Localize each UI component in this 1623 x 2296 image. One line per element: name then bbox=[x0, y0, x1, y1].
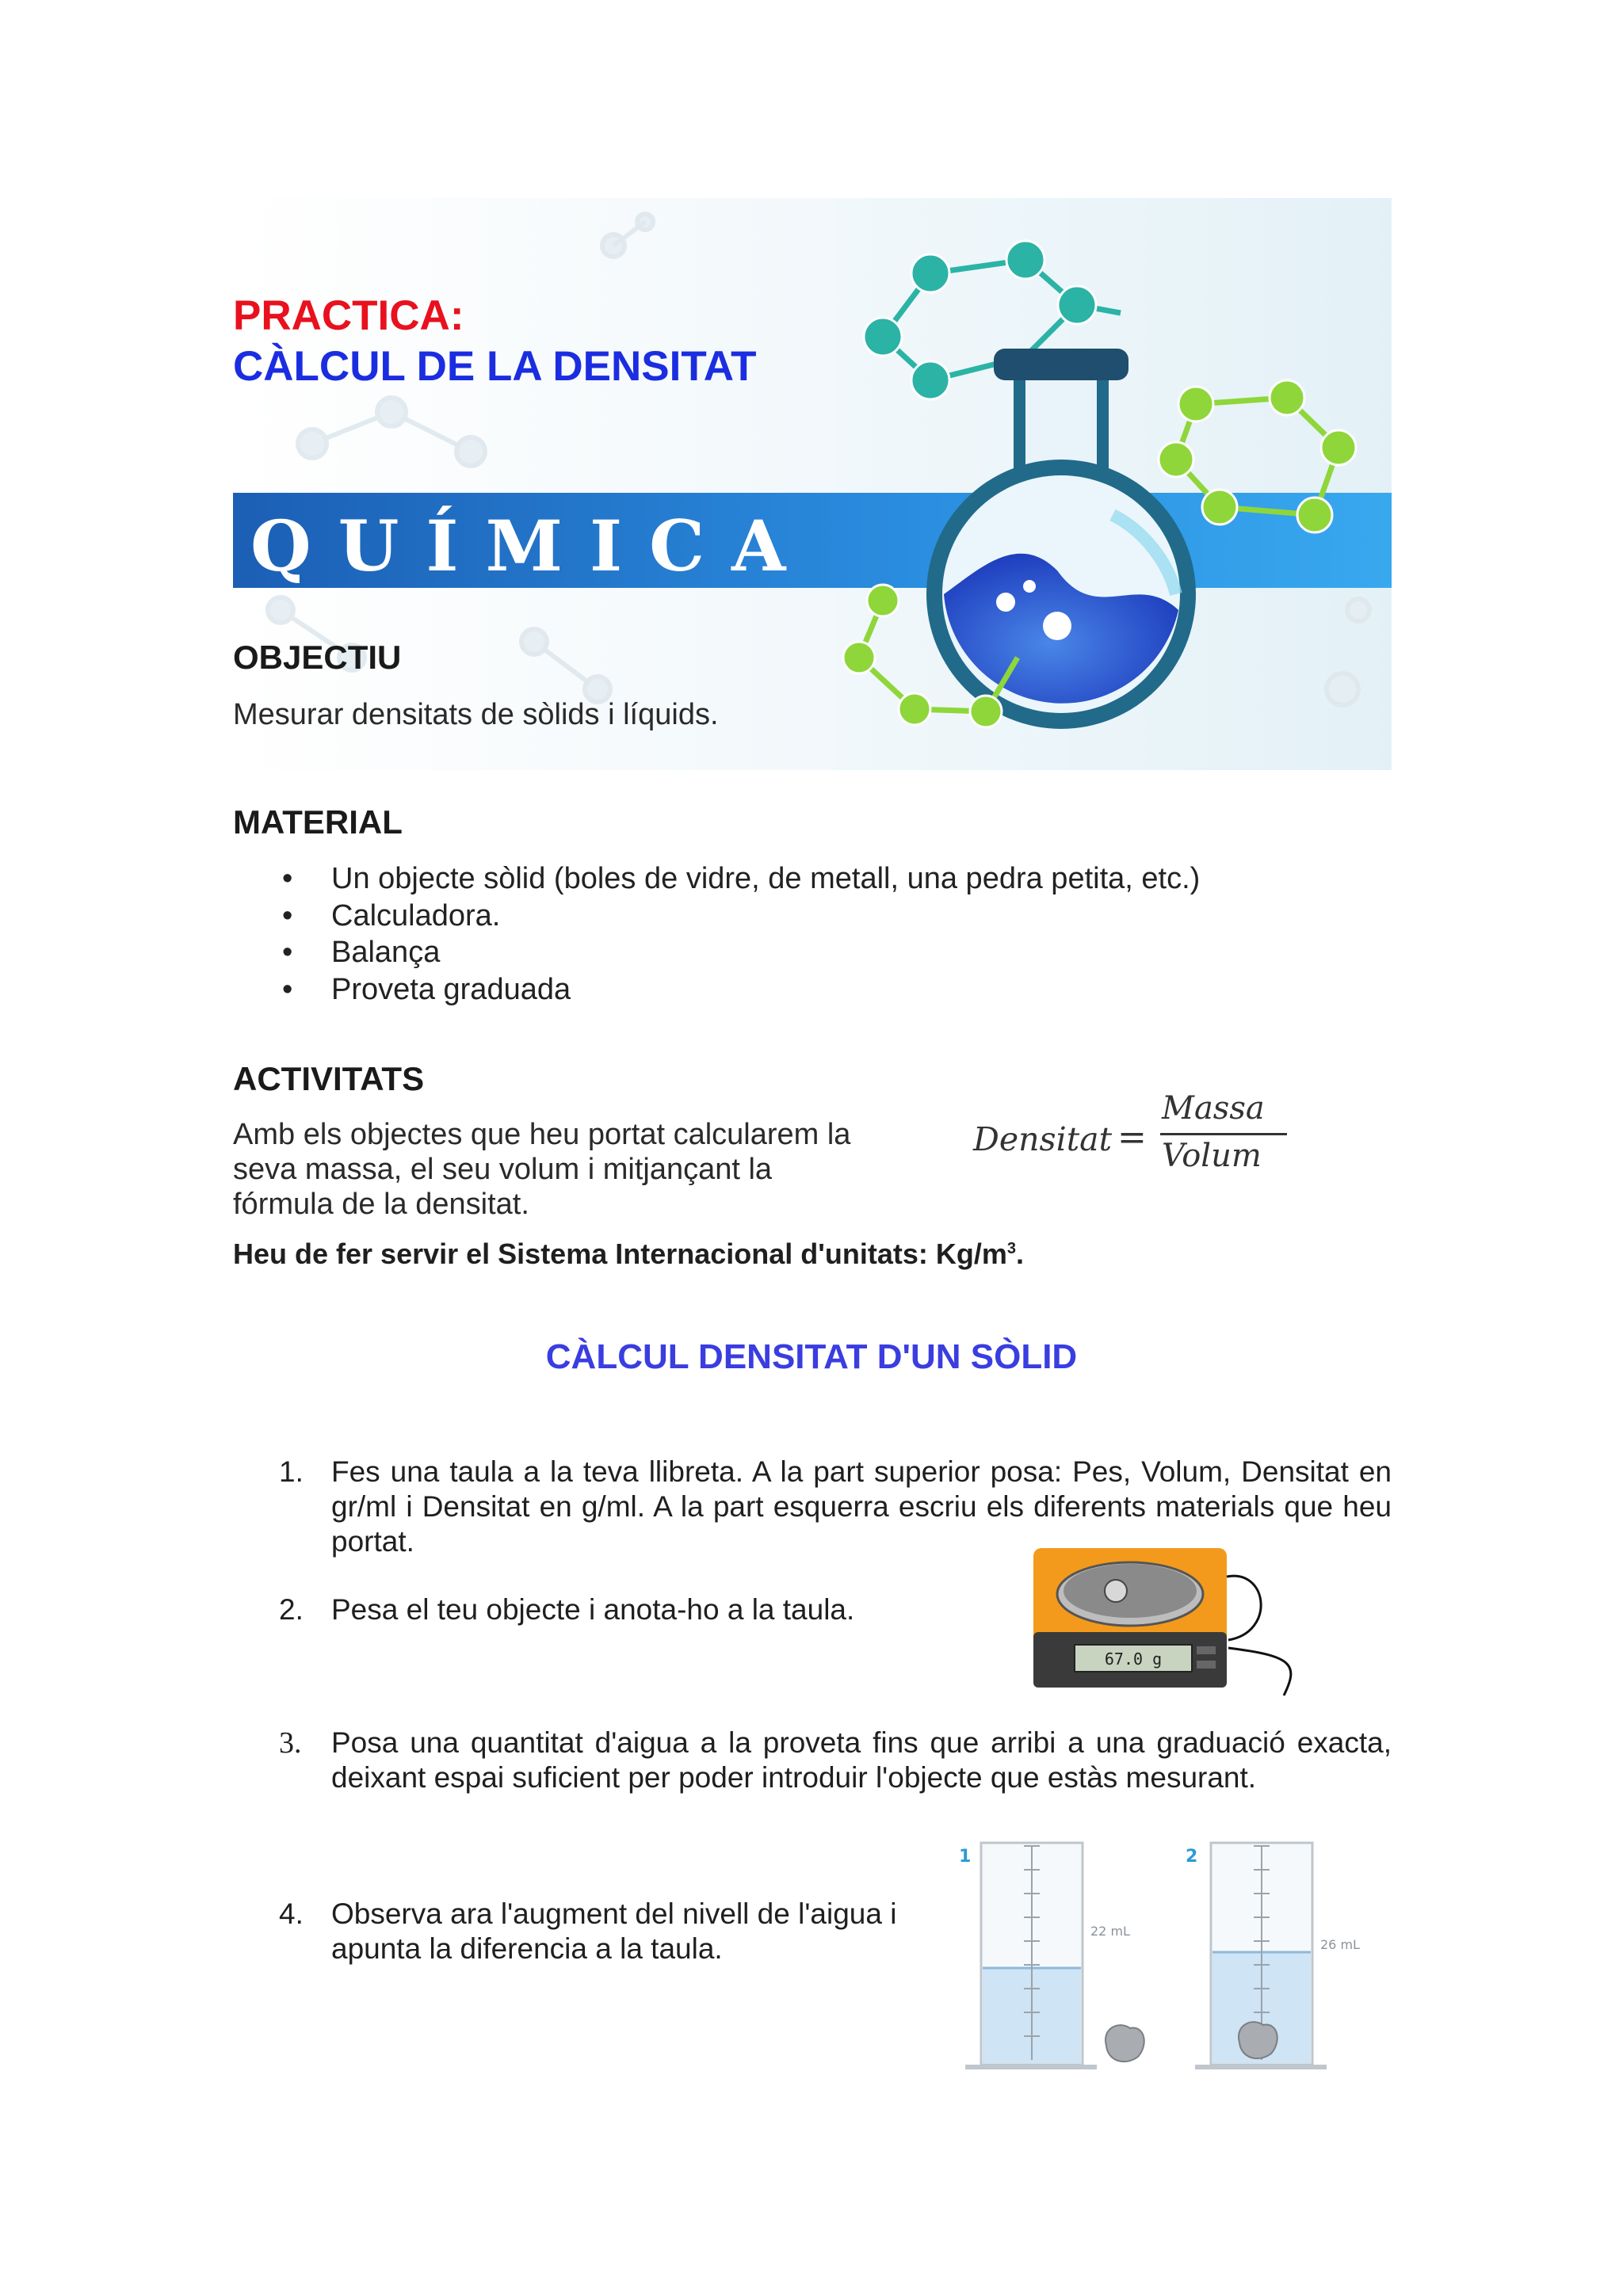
scale-display: 67.0 g bbox=[1104, 1650, 1163, 1669]
volume-reading: 22 mL bbox=[1090, 1924, 1130, 1939]
step-number: 4. bbox=[279, 1897, 304, 1930]
formula-equals: = bbox=[1117, 1117, 1147, 1158]
si-note-text: Heu de fer servir el Sistema Internacional d'unitats: Kg/m bbox=[233, 1238, 1007, 1270]
formula-fraction-bar bbox=[1160, 1133, 1287, 1135]
page-title: CÀLCUL DE LA DENSITAT bbox=[233, 343, 757, 390]
objectiu-heading: OBJECTIU bbox=[233, 639, 402, 676]
volume-reading: 26 mL bbox=[1320, 1937, 1360, 1952]
graduated-cylinders-image bbox=[951, 1830, 1360, 2084]
list-item: • Un objecte sòlid (boles de vidre, de metall, una pedra petita, etc.) bbox=[282, 860, 1200, 898]
panel-label: 1 bbox=[959, 1847, 972, 1867]
panel-label: 2 bbox=[1186, 1847, 1198, 1867]
scale-image bbox=[1030, 1545, 1316, 1695]
step-text: Observa ara l'augment del nivell de l'aigua i apunta la diferencia a la taula. bbox=[331, 1897, 897, 1965]
material-heading: MATERIAL bbox=[233, 803, 403, 841]
formula-lhs: Densitat bbox=[973, 1120, 1113, 1158]
formula-numerator: Massa bbox=[1162, 1090, 1265, 1127]
si-note-end: . bbox=[1015, 1238, 1024, 1270]
list-item: • Balança bbox=[282, 934, 1200, 971]
list-item: • Proveta graduada bbox=[282, 971, 1200, 1009]
material-list bbox=[282, 860, 1200, 1008]
objectiu-text: Mesurar densitats de sòlids i líquids. bbox=[233, 698, 719, 731]
list-item: • Calculadora. bbox=[282, 898, 1200, 935]
step-number: 1. bbox=[279, 1455, 304, 1488]
formula-denominator: Volum bbox=[1162, 1138, 1262, 1174]
step-number: 3. bbox=[279, 1726, 302, 1760]
header-banner bbox=[233, 198, 1392, 770]
step-text: Fes una taula a la teva llibreta. A la part superior posa: Pes, Volum, Densitat en gr/ml i Densitat en g/ml. A la part esquerra escriu els diferents materials que heu portat. bbox=[331, 1455, 1392, 1558]
step-number: 2. bbox=[279, 1593, 304, 1626]
activitats-text: Amb els objectes que heu portat calcularem la seva massa, el seu volum i mitjançant la fórmula de la densitat. bbox=[233, 1118, 851, 1221]
si-units-note bbox=[233, 1238, 1024, 1271]
section-title: CÀLCUL DENSITAT D'UN SÒLID bbox=[545, 1337, 1078, 1376]
si-note-exponent: 3 bbox=[1006, 1240, 1016, 1257]
banner-word: QUÍMICA bbox=[250, 505, 813, 587]
step-text: Posa una quantitat d'aigua a la proveta fins que arribi a una graduació exacta, deixant espai suficient per poder introduir l'objecte que estàs mesurant. bbox=[331, 1726, 1392, 1794]
step-text: Pesa el teu objecte i anota-ho a la taula. bbox=[331, 1593, 855, 1626]
activitats-heading: ACTIVITATS bbox=[233, 1060, 425, 1097]
page-title-label: PRACTICA: bbox=[233, 292, 464, 339]
